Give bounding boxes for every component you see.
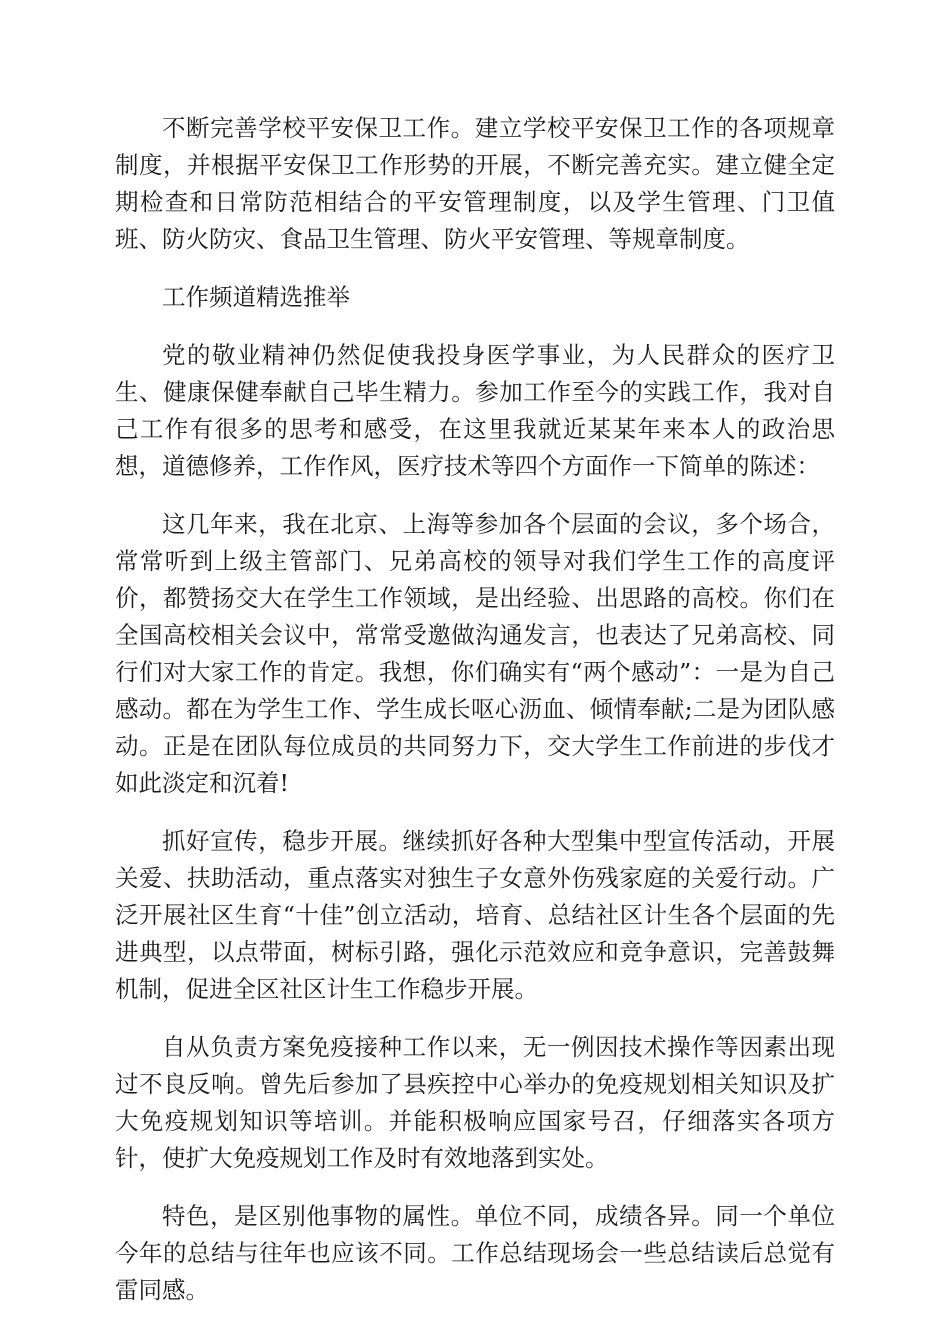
document-body bbox=[115, 110, 835, 1330]
paragraph-publicity: 抓好宣传，稳步开展。继续抓好各种大型集中型宣传活动，开展关爱、扶助活动，重点落实对独生子女意外伤残家庭的关爱行动。广泛开展社区生育“十佳”创立活动，培育、总结社区计生各个层面的先进典型，以点带面，树标引路，强化示范效应和竞争意识，完善鼓舞机制，促进全区社区计生工作稳步开展。 bbox=[115, 827, 835, 1003]
paragraph-immunization: 自从负责方案免疫接种工作以来，无一例因技术操作等因素出现过不良反响。曾先后参加了县疾控中心举办的免疫规划相关知识及扩大免疫规划知识等培训。并能积极响应国家号召，仔细落实各项方针，使扩大免疫规划工作及时有效地落到实处。 bbox=[115, 1033, 835, 1172]
paragraph-characteristics: 特色，是区别他事物的属性。单位不同，成绩各异。同一个单位今年的总结与往年也应该不同。工作总结现场会一些总结读后总觉有雷同感。 bbox=[115, 1202, 835, 1304]
paragraph-safety-work: 不断完善学校平安保卫工作。建立学校平安保卫工作的各项规章制度，并根据平安保卫工作形势的开展，不断完善充实。建立健全定期检查和日常防范相结合的平安管理制度，以及学生管理、门卫值班、防火防灾、食品卫生管理、防火平安管理、等规章制度。 bbox=[115, 114, 835, 253]
paragraph-medical-career: 党的敬业精神仍然促使我投身医学事业，为人民群众的医疗卫生、健康保健奉献自己毕生精力。参加工作至今的实践工作，我对自己工作有很多的思考和感受，在这里我就近某某年来本人的政治思想，道德修养，工作作风，医疗技术等四个方面作一下简单的陈述： bbox=[115, 341, 835, 480]
paragraph-student-work: 这几年来，我在北京、上海等参加各个层面的会议，多个场合，常常听到上级主管部门、兄弟高校的领导对我们学生工作的高度评价，都赞扬交大在学生工作领域，是出经验、出思路的高校。你们在全国高校相关会议中，常常受邀做沟通发言，也表达了兄弟高校、同行们对大家工作的肯定。我想，你们确实有“两个感动”：一是为自己感动。都在为学生工作、学生成长呕心沥血、倾情奉献;二是为团队感动。正是在团队每位成员的共同努力下，交大学生工作前进的步伐才如此淡定和沉着! bbox=[115, 510, 835, 797]
paragraph-channel-recommendation: 工作频道精选推举 bbox=[162, 283, 350, 311]
